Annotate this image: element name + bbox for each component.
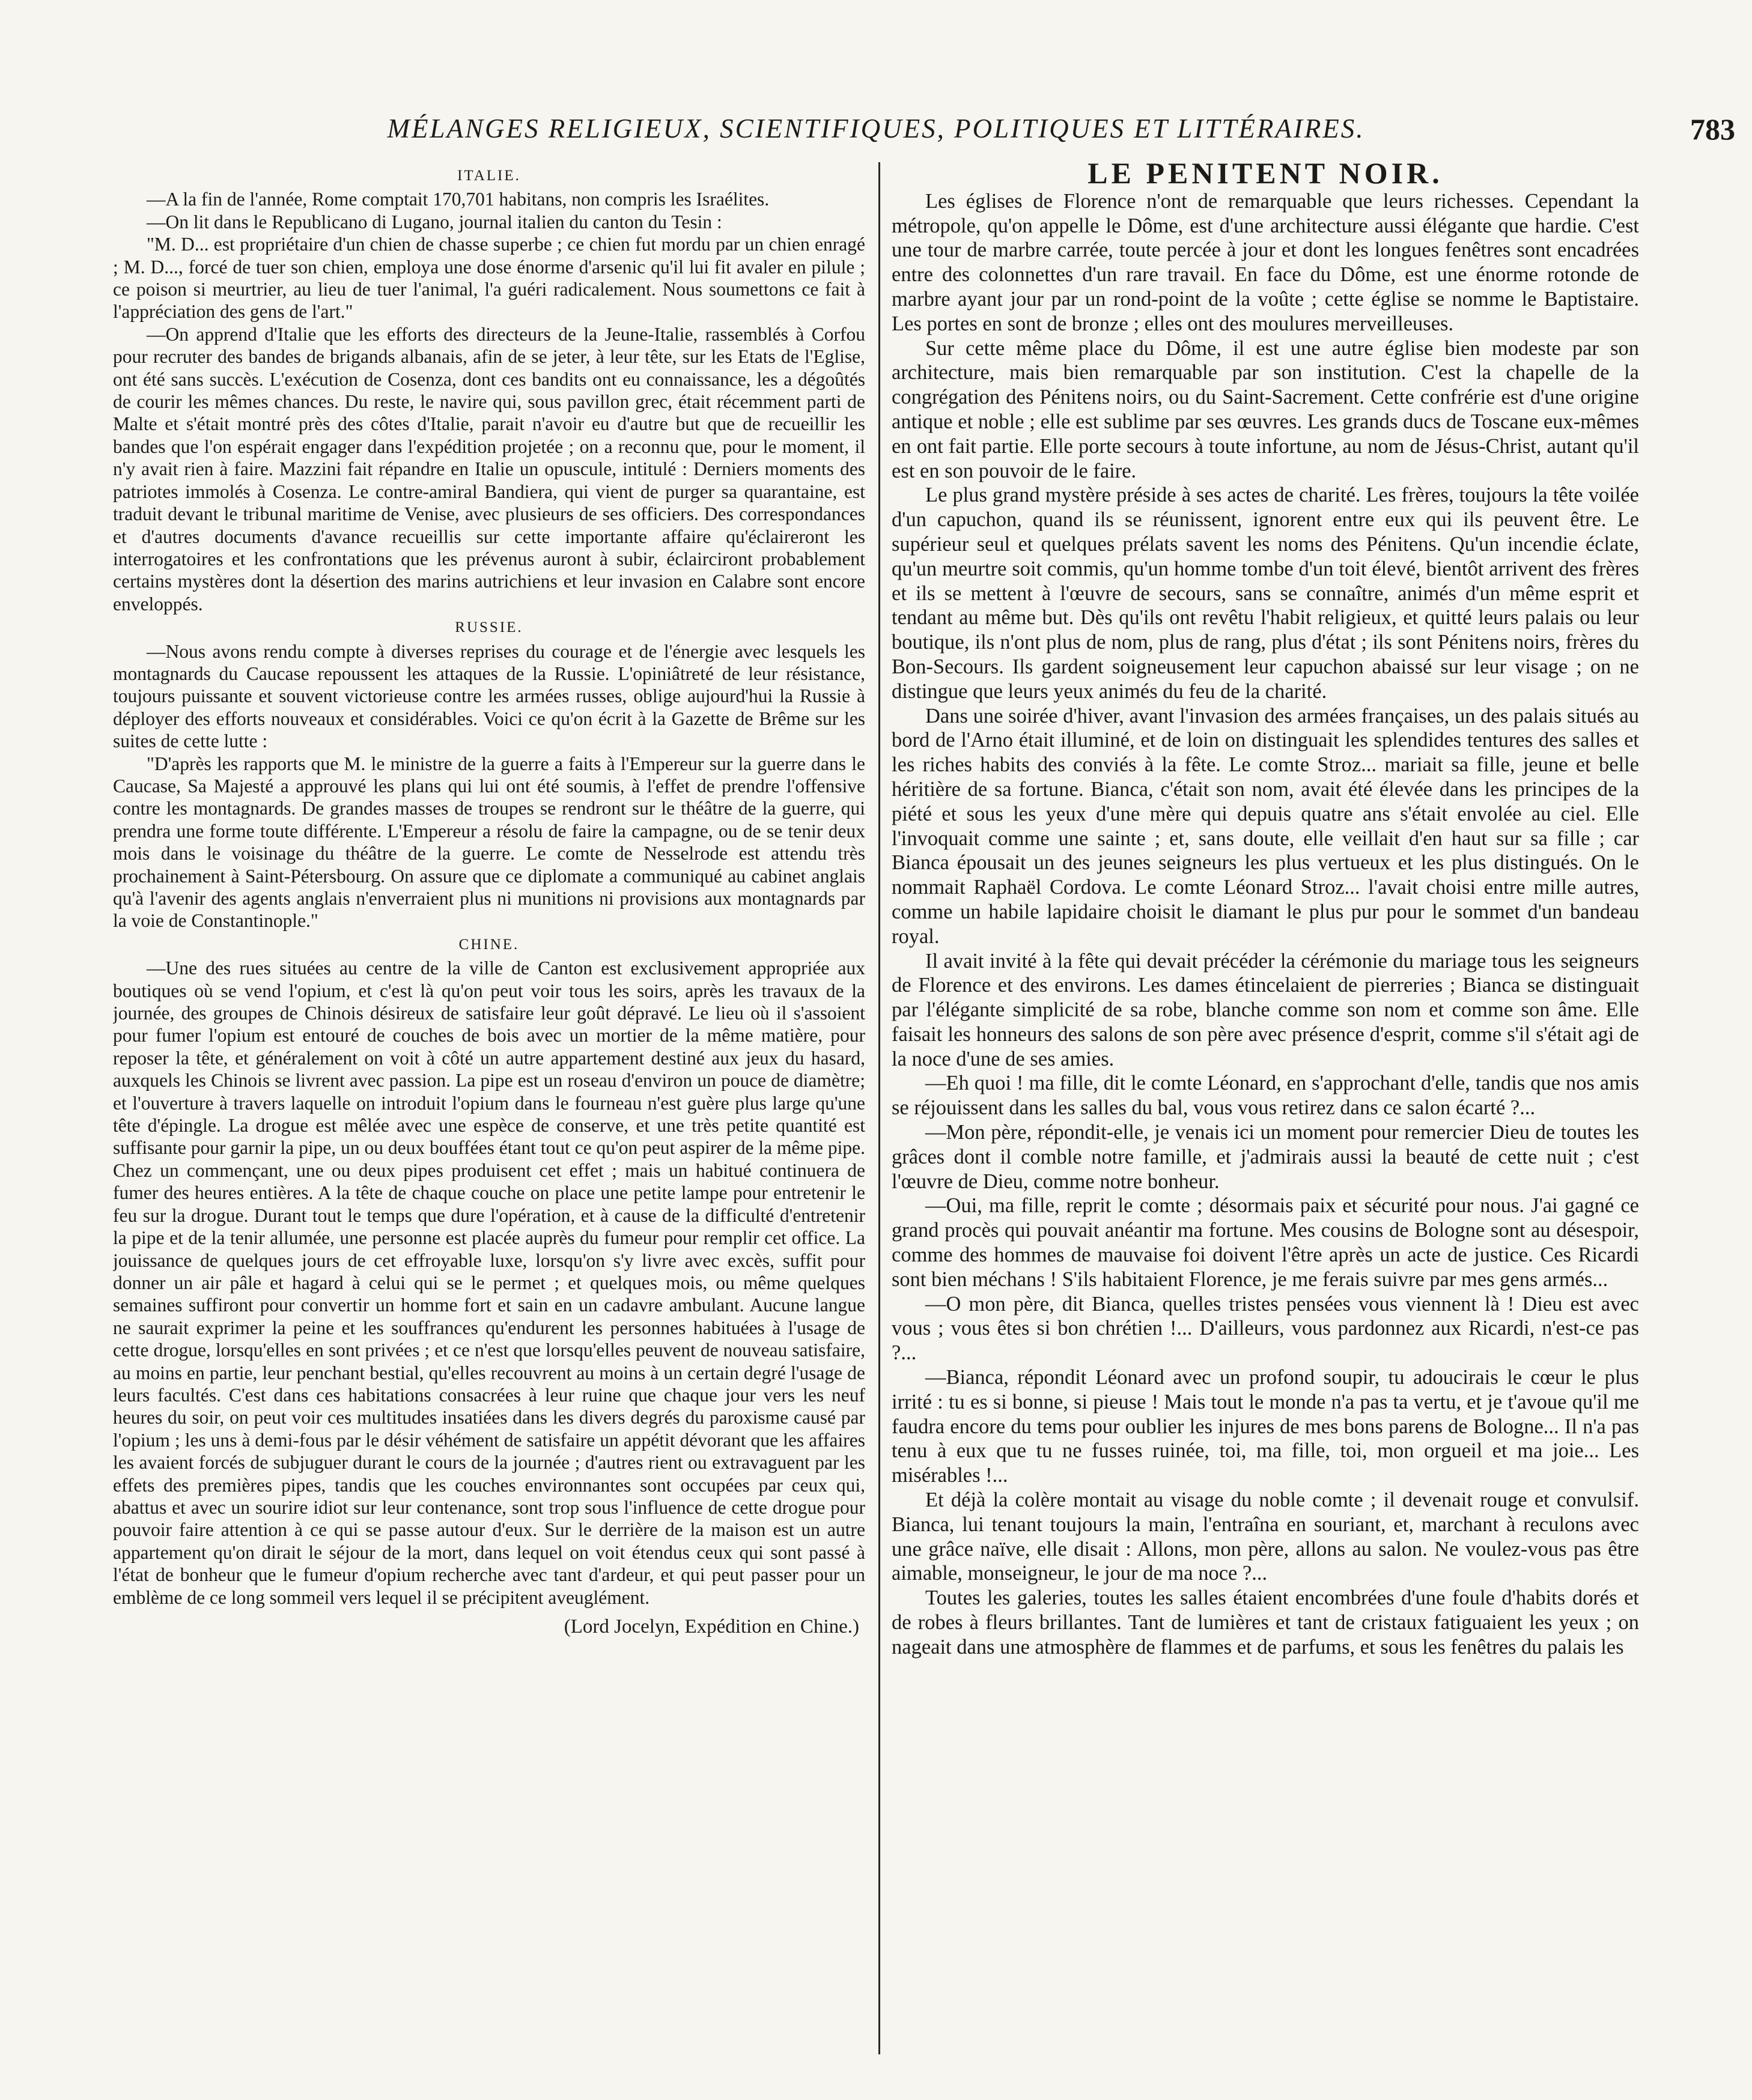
page-number: 783 [1690, 112, 1735, 146]
dialogue-paragraph: —Bianca, répondit Léonard avec un profond soupir, tu adoucirais le cœur le plus irrité : tu es si bonne, si pieuse ! Mais tout le monde n'a pas ta vertu, et je t'avoue qu'il me faudra encore du tems pour oublier les injures de mes bons parens de Bologne... Il n'a pas tenu à eux que tu ne fusses ruinée, toi, ma fille, toi, mon orgueil et ma joie... Les misérables !... [892, 1366, 1639, 1487]
dialogue-paragraph: —Mon père, répondit-elle, je venais ici un moment pour remercier Dieu de toutes les grâces dont il comble notre famille, et j'admirais aussi la beauté de cette nuit ; c'est l'œuvre de Dieu, comme notre bonheur. [892, 1121, 1639, 1193]
story-paragraph: Il avait invité à la fête qui devait précéder la cérémonie du mariage tous les seigneurs de Florence et des environs. Les dames étincelaient de pierreries ; Bianca se distinguait par l'élégante simplicité de sa robe, blanche comme son nom et comme son âme. Elle faisait les honneurs des salons de son père avec présence d'esprit, comme s'il s'était agi de la noce d'une de ses amies. [892, 949, 1639, 1070]
section-head-chine: CHINE. [458, 936, 520, 953]
russie-paragraph: "D'après les rapports que M. le ministre de la guerre a faits à l'Empereur sur la guerre dans le Caucase, Sa Majesté a approuvé les plans qui lui ont été soumis, à l'effet de prendre l'offensive contre les montagnards. De grandes masses de troupes se rendront sur le théâtre de la guerre, qui prendra une forme toute différente. L'Empereur a résolu de faire la campagne, ou de se tenir deux mois dans le voisinage du théâtre de la guerre. Le comte de Nesselrode est attendu très prochainement à Saint-Pétersbourg. On assure que ce diplomate a communiqué au cabinet anglais qu'à l'avenir des agents anglais n'enverraient plus ni munitions ni provisions aux montagnards par la voie de Constantinople." [113, 753, 865, 932]
story-paragraph: Dans une soirée d'hiver, avant l'invasion des armées françaises, un des palais situés au bord de l'Arno était illuminé, et de loin on distinguait les splendides tentures des salles et les riches habits des conviés à la fête. Le comte Stroz... mariait sa fille, jeune et belle héritière de sa fortune. Bianca, c'était son nom, avait été élevée dans les principes de la piété et sous les yeux d'une mère qui depuis quatre ans s'était envolée au ciel. Elle l'invoquait comme une sainte ; et, sans doute, elle veillait d'en haut sur sa fille ; car Bianca épousait un des jeunes seigneurs les plus vertueux et les plus distingués. On le nommait Raphaël Cordova. Le comte Léonard Stroz... l'avait choisi entre mille autres, comme un habile lapidaire choisit le diamant le plus pur pour le sommet d'un bandeau royal. [892, 704, 1639, 948]
story-title: LE PENITENT NOIR. [1087, 163, 1443, 190]
russie-paragraph: —Nous avons rendu compte à diverses reprises du courage et de l'énergie avec lesquels les montagnards du Caucase repoussent les attaques de la Russie. L'opiniâtreté de leur résistance, toujours puissante et souvent victorieuse contre les armées russes, oblige aujourd'hui la Russie à déployer des efforts nouveaux et considérables. Voici ce qu'on écrit à la Gazette de Brême sur les suites de cette lutte : [113, 640, 865, 752]
running-title: MÉLANGES RELIGIEUX, SCIENTIFIQUES, POLITIQUES ET LITTÉRAIRES. [387, 114, 1365, 144]
story-paragraph: Et déjà la colère montait au visage du noble comte ; il devenait rouge et convulsif. Bianca, lui tenant toujours la main, l'entraîna en souriant, et, marchant à reculons avec une grâce naïve, elle disait : Allons, mon père, allons au salon. Ne voulez-vous pas être aimable, monseigneur, le jour de ma noce ?... [892, 1489, 1639, 1585]
story-paragraph: Les églises de Florence n'ont de remarquable que leurs richesses. Cependant la métropole, qu'on appelle le Dôme, est d'une architecture aussi élégante que hardie. C'est une tour de marbre carrée, toute percée à jour et dont les longues fenêtres sont encadrées entre des colonnettes d'un rare travail. En face du Dôme, est une énorme rotonde de marbre ayant jour par un rond-point de la voûte ; cette église se nomme le Baptistaire. Les portes en sont de bronze ; elles ont des moulures merveilleuses. [892, 189, 1639, 335]
column-divider [878, 162, 880, 2054]
story-paragraph: Toutes les galeries, toutes les salles étaient encombrées d'une foule d'habits dorés et de robes à fleurs brillantes. Tant de lumières et tant de cristaux fatiguaient les yeux ; on nageait dans une atmosphère de flammes et de parfums, et sous les fenêtres du palais les [892, 1586, 1639, 1658]
dialogue-paragraph: —Oui, ma fille, reprit le comte ; désormais paix et sécurité pour nous. J'ai gagné ce grand procès qui pouvait anéantir ma fortune. Mes cousins de Bologne sont au désespoir, comme des hommes de mauvaise foi doivent l'être après un acte de justice. Ces Ricardi sont bien méchans ! S'ils habitaient Florence, je me ferais suivre par mes gens armés... [892, 1194, 1639, 1291]
story-paragraph: Le plus grand mystère préside à ses actes de charité. Les frères, toujours la tête voilée d'un capuchon, quand ils se réunissent, ignorent entre eux qui ils peuvent être. Le supérieur seul et quelques prélats savent les noms des Pénitens. Qu'un incendie éclate, qu'un meurtre soit commis, qu'un homme tombe d'un toit élevé, bientôt arrivent des frères et ils se mettent à l'œuvre de secours, sans se connaître, animés d'un même esprit et tendant au même but. Dès qu'ils ont revêtu l'habit religieux, et quitté leurs palais ou leur boutique, ils n'ont plus de nom, plus de rang, plus d'état ; ils sont Pénitens noirs, frères du Bon-Secours. Ils gardent soigneusement leur capuchon abaissé sur leur visage ; on ne distingue que leurs yeux animés du feu de la charité. [892, 484, 1639, 703]
story-paragraph: Sur cette même place du Dôme, il est une autre église bien modeste par son architecture, mais bien remarquable par son institution. C'est la chapelle de la congrégation des Pénitens noirs, ou du Saint-Sacrement. Cette confrérie est d'une origine antique et noble ; elle est sublime par ses œuvres. Les grands ducs de Toscane eux-mêmes en ont fait partie. Elle porte secours à toute infortune, au nom de Jésus-Christ, autant qu'il est en son pouvoir de le faire. [892, 336, 1639, 482]
section-head-italie: ITALIE. [457, 168, 521, 184]
source-attribution: (Lord Jocelyn, Expédition en Chine.) [564, 1616, 859, 1637]
italie-paragraph: —A la fin de l'année, Rome comptait 170,701 habitans, non compris les Israélites. [147, 189, 770, 210]
italie-paragraph: "M. D... est propriétaire d'un chien de chasse superbe ; ce chien fut mordu par un chien enragé ; M. D..., forcé de tuer son chien, employa une dose énorme d'arsenic qu'il lui fit avaler en pilule ; ce poison si meurtrier, au lieu de tuer l'animal, l'a guéri radicalement. Nous soumettons ce fait à l'appréciation des gens de l'art." [113, 234, 865, 323]
dialogue-paragraph: —O mon père, dit Bianca, quelles tristes pensées vous viennent là ! Dieu est avec vous ; vous êtes si bon chrétien !... D'ailleurs, vous pardonnez aux Ricardi, n'est-ce pas ?... [892, 1292, 1639, 1365]
right-column [892, 163, 1639, 2056]
dialogue-paragraph: —Eh quoi ! ma fille, dit le comte Léonard, en s'approchant d'elle, tandis que nos amis se réjouissent dans les salles du bal, vous vous retirez dans ce salon écarté ?... [892, 1072, 1639, 1120]
chine-paragraph: —Une des rues situées au centre de la ville de Canton est exclusivement appropriée aux boutiques où se vend l'opium, et c'est là qu'on peut voir tous les soirs, après les travaux de la journée, des groupes de Chinois désireux de satisfaire leur goût dépravé. Le lieu où il s'assoient pour fumer l'opium est entouré de couches de bois avec un mortier de la même matière, pour reposer la tête, et généralement on voit à côté un autre appartement destiné aux jeux du hasard, auxquels les Chinois se livrent avec passion. La pipe est un roseau d'environ un pouce de diamètre; et l'ouverture à travers laquelle on introduit l'opium dans le fourneau n'est guère plus large qu'une tête d'épingle. La drogue est mêlée avec une espèce de conserve, et une très petite quantité est suffisante pour garnir la pipe, un ou deux bouffées étant tout ce qu'on peut aspirer de la même pipe. Chez un commençant, une ou deux pipes produisent cet effet ; mais un habitué continuera de fumer des heures entières. A la tête de chaque couche on place une petite lampe pour entretenir le feu sur la drogue. Durant tout le temps que dure l'opération, et à cause de la difficulté d'entretenir la pipe et de la tenir allumée, une personne est placée auprès du fumeur pour remplir cet office. La jouissance de quelques jours de cet effroyable luxe, lorsqu'on s'y livre avec excès, suffit pour donner un air pâle et hagard à celui qui se le permet ; et quelques mois, ou même quelques semaines suffiront pour convertir un homme fort et sain en un cadavre ambulant. Aucune langue ne saurait exprimer la peine et les souffrances qu'endurent les personnes habituées à l'usage de cette drogue, lorsqu'elles en sont privées ; et ce n'est que lorsqu'elles peuvent de nouveau satisfaire, au moins en partie, leur penchant bestial, qu'elles recouvrent au moins à un certain degré l'usage de leurs facultés. C'est dans ces habitations consacrées à leur ruine que chaque jour vers les neuf heures du soir, on peut voir ces multitudes insatiées dans les divers degrés du paroxisme causé par l'opium ; les uns à demi-fous par le désir véhément de satisfaire un appétit dévorant que les affaires les avaient forcés de subjuguer durant le cours de la journée ; d'autres rient ou extravaguent par les effets des premières pipes, tandis que les couches environnantes sont occupées par ceux qui, abattus et avec un sourire idiot sur leur contenance, sont trop sous l'influence de cette drogue pour pouvoir faire attention à ce qui se passe autour d'eux. Sur le derrière de la maison est un autre appartement qu'on dirait le séjour de la mort, dans lequel on voit étendus ceux qui sont passé à l'état de bonheur que le fumeur d'opium recherche avec tant d'ardeur, et qui peut passer pour un emblème de ce long sommeil vers lequel il se précipitent aveuglément. [113, 957, 865, 1608]
left-column [113, 163, 865, 2056]
italie-paragraph: —On lit dans le Republicano di Lugano, journal italien du canton du Tesin : [147, 211, 722, 232]
section-head-russie: RUSSIE. [455, 619, 523, 636]
italie-paragraph: —On apprend d'Italie que les efforts des directeurs de la Jeune-Italie, rassemblés à Corfou pour recruter des bandes de brigands albanais, afin de se jeter, à leur tête, sur les Etats de l'Eglise, ont été sans succès. L'exécution de Cosenza, dont ces bandits ont eu connaissance, les a dégoûtés de courir les mêmes chances. Du reste, le navire qui, sous pavillon grec, était récemment parti de Malte et s'était montré près des côtes d'Italie, parait n'avoir eu d'autre but que de recueillir les bandes que l'on espérait engager dans l'expédition projetée ; on a reconnu que, pour le moment, il n'y avait rien à faire. Mazzini fait répandre en Italie un opuscule, intitulé : Derniers moments des patriotes immolés à Cosenza. Le contre-amiral Bandiera, qui vient de purger sa quarantaine, est traduit devant le tribunal maritime de Venise, avec plusieurs de ses officiers. Des correspondances et d'autres documents d'avance recueillis sur cette importante affaire qu'éclaireront les interrogatoires et les confrontations que les prévenus auront à subir, éclairciront probablement certains mystères dont la désertion des marins autrichiens et leur invasion en Calabre sont encore enveloppés. [113, 323, 865, 615]
